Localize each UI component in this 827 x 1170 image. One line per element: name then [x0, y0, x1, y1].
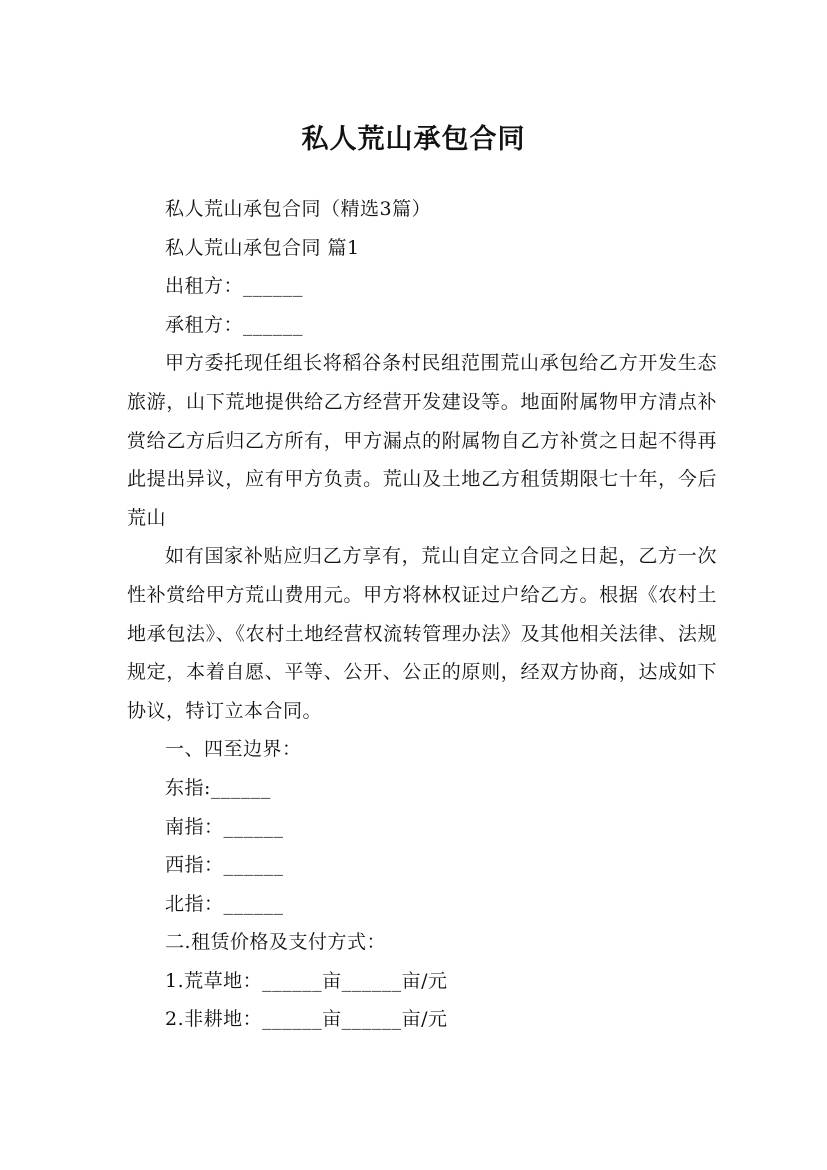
- document-body: [127, 190, 717, 1039]
- body-paragraph: 甲方委托现任组长将稻谷条村民组范围荒山承包给乙方开发生态旅游，山下荒地提供给乙方经营开发建设等。地面附属物甲方清点补赏给乙方后归乙方所有，甲方漏点的附属物自乙方补赏之日起不得再此提出异议，应有甲方负责。荒山及土地乙方租赁期限七十年，今后荒山: [127, 352, 717, 529]
- body-paragraph: 如有国家补贴应归乙方享有，荒山自定立合同之日起，乙方一次性补赏给甲方荒山费用元。甲方将林权证过户给乙方。根据《农村土地承包法》、《农村土地经营权流转管理办法》及其他相关法律、法规规定，本着自愿、平等、公开、公正的原则，经双方协商，达成如下协议，特订立本合同。: [127, 545, 717, 722]
- boundary-east: 东指:______: [165, 776, 271, 799]
- price-line: 1.荒草地：______亩______亩/元: [165, 969, 448, 992]
- boundary-north: 北指：______: [165, 892, 284, 915]
- section-line: 私人荒山承包合同 篇1: [165, 236, 360, 259]
- section-heading: 一、四至边界：: [165, 738, 302, 761]
- lessee-line: 承租方：______: [165, 313, 304, 336]
- section-heading: 二.租赁价格及支付方式：: [165, 931, 387, 954]
- boundary-west: 西指：______: [165, 854, 284, 877]
- lessor-line: 出租方：______: [165, 275, 304, 298]
- boundary-south: 南指：______: [165, 815, 284, 838]
- price-line: 2.非耕地：______亩______亩/元: [165, 1008, 448, 1031]
- subtitle-line: 私人荒山承包合同（精选3篇）: [165, 198, 432, 220]
- document-title: 私人荒山承包合同: [301, 124, 526, 156]
